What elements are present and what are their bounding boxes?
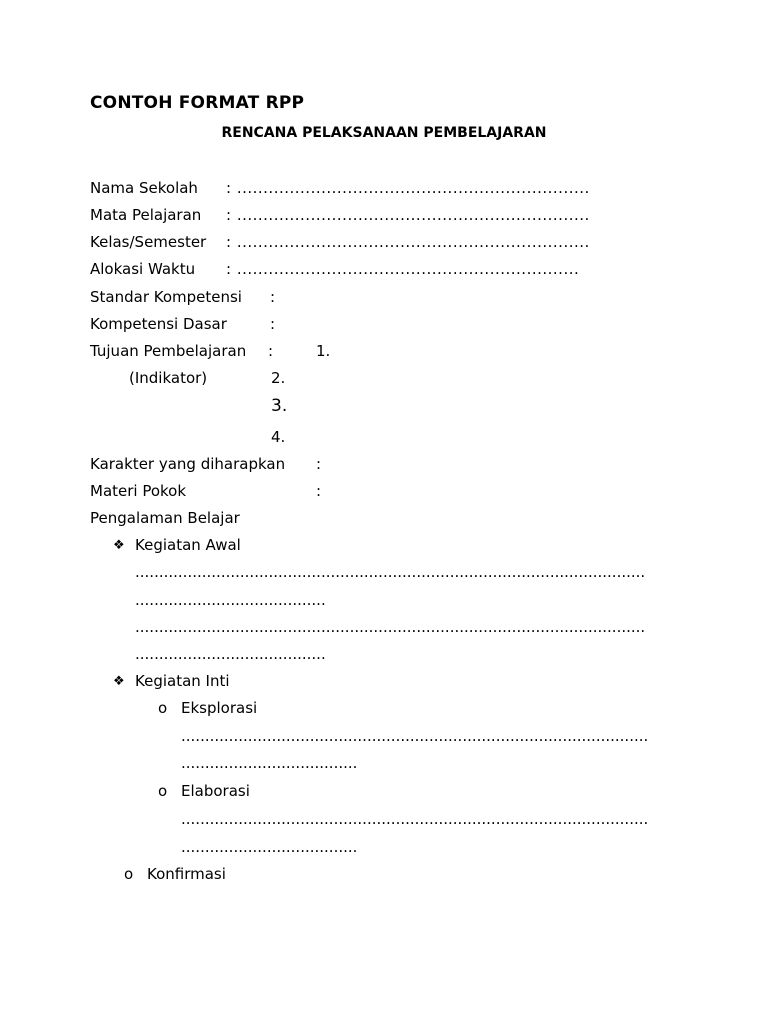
tujuan-pembelajaran-label: Tujuan Pembelajaran [90,342,247,360]
diamond-bullet-icon: ❖ [113,538,125,553]
elaborasi-label: Elaborasi [181,782,250,800]
eksplorasi-line-2: ..................................... [181,754,358,772]
tujuan-pembelajaran-colon: : [268,342,274,360]
objective-item-4: 4. [271,428,286,446]
document-subtitle: RENCANA PELAKSANAAN PEMBELAJARAN [221,125,547,141]
eksplorasi-line-1: .................................................................................................. [181,727,649,745]
field-value-mata-pelajaran: : ................................................................... [226,206,590,224]
kegiatan-awal-label: Kegiatan Awal [135,536,241,554]
karakter-label: Karakter yang diharapkan [90,455,286,473]
field-label-mata-pelajaran: Mata Pelajaran [90,206,202,224]
sub-bullet-konfirmasi: o [124,865,134,883]
kegiatan-awal-line-1: ........................................................................................................... [135,563,646,581]
field-label-nama-sekolah: Nama Sekolah [90,179,198,197]
materi-pokok-colon: : [316,482,322,500]
standar-kompetensi-colon: : [270,288,276,306]
kegiatan-inti-label: Kegiatan Inti [135,672,230,690]
kompetensi-dasar-label: Kompetensi Dasar [90,315,227,333]
kegiatan-awal-line-2: ........................................ [135,591,326,609]
sub-bullet-eksplorasi: o [158,699,168,717]
field-value-kelas-semester: : ................................................................... [226,233,590,251]
konfirmasi-label: Konfirmasi [147,865,226,883]
pengalaman-belajar-label: Pengalaman Belajar [90,509,240,527]
elaborasi-line-2: ..................................... [181,838,358,856]
materi-pokok-label: Materi Pokok [90,482,187,500]
field-label-alokasi-waktu: Alokasi Waktu [90,260,196,278]
elaborasi-line-1: .................................................................................................. [181,810,649,828]
field-value-alokasi-waktu: : ................................................................. [226,260,580,278]
objective-item-3: 3. [271,396,288,416]
kompetensi-dasar-colon: : [270,315,276,333]
field-value-nama-sekolah: : ................................................................... [226,179,590,197]
objective-item-1: 1. [316,342,331,360]
kegiatan-awal-line-4: ........................................ [135,645,326,663]
field-label-kelas-semester: Kelas/Semester [90,233,207,251]
objective-item-2: 2. [271,369,286,387]
kegiatan-awal-line-3: ........................................................................................................... [135,618,646,636]
eksplorasi-label: Eksplorasi [181,699,258,717]
karakter-colon: : [316,455,322,473]
diamond-bullet-icon: ❖ [113,674,125,689]
indikator-sublabel: (Indikator) [129,369,208,387]
standar-kompetensi-label: Standar Kompetensi [90,288,242,306]
sub-bullet-elaborasi: o [158,782,168,800]
document-title: CONTOH FORMAT RPP [90,93,305,113]
